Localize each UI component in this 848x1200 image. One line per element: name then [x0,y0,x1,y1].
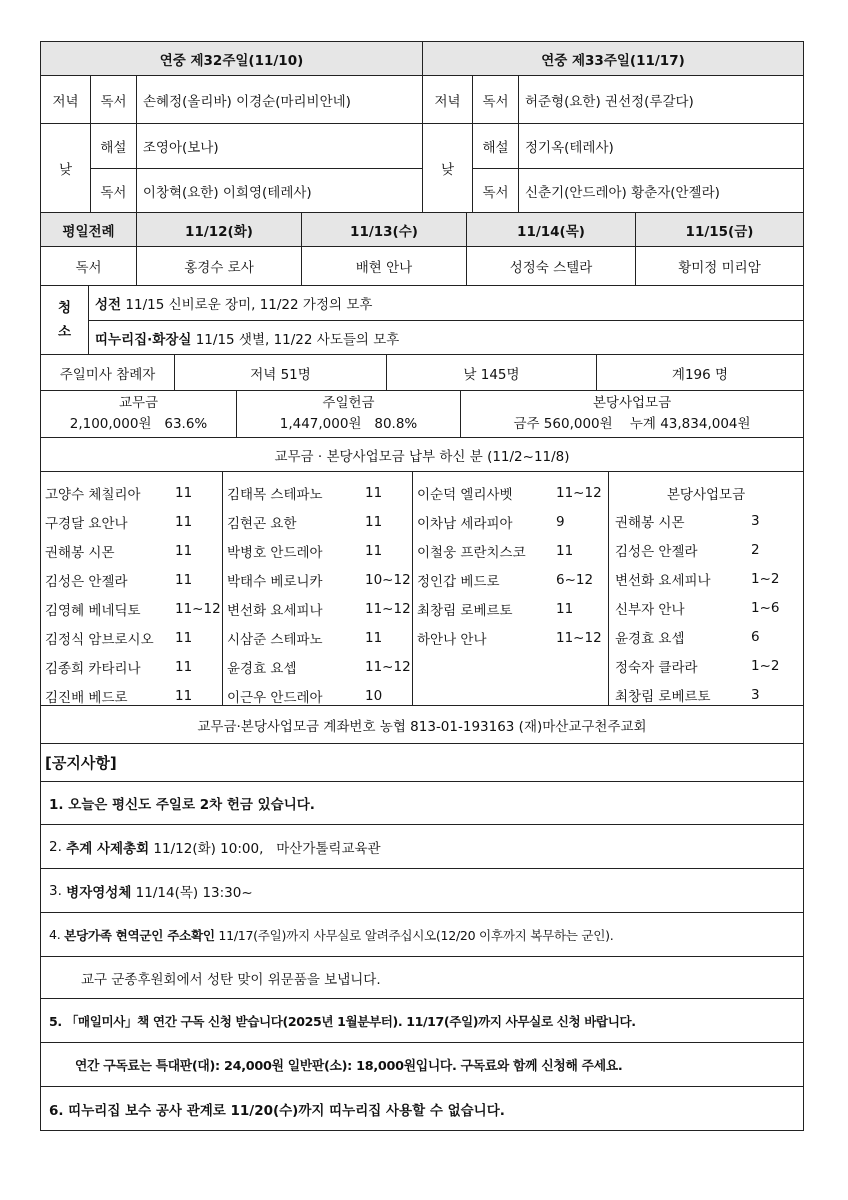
donor-entry [45,479,221,507]
finance-offering [237,391,461,437]
donor-entry [45,653,221,681]
cleaning-hall-text: 11/15 샛별, 11/22 사도들의 모후 [195,331,400,348]
donor-name: 김정식 암브로시오 [45,632,154,648]
donor-entry [615,507,801,535]
donor-name: 변선화 요세피나 [227,603,323,619]
donor-name: 박병호 안드레아 [227,545,323,561]
cleaning-content [89,286,803,354]
weekday-header-row [40,213,804,247]
sunday-header-row [40,41,804,76]
notice-5: 5. 「매일미사」책 연간 구독 신청 받습니다(2025년 1월분부터). 11/17(주일)까지 사무실로 신청 바랍니다. [49,1014,636,1029]
week33-day-reading: 신춘기(안드레아) 황춘자(안젤라) [525,184,720,201]
finance-row [40,391,804,438]
offering-label: 주일헌금 [322,395,375,411]
cleaning-label-1: 청 [57,300,72,316]
attendance-label: 주일미사 참례자 [41,355,175,390]
week32-day-commentary: 조영아(보나) [142,140,219,156]
donor-months: 11 [365,543,383,559]
cleaning-sanctuary [89,286,803,320]
week33-evening-label: 저녁 [423,76,473,123]
donor-months: 11 [556,543,574,559]
notice-5-row [40,999,804,1043]
donor-entry [417,624,607,652]
weekday-reader-row [40,247,804,286]
week33-evening-reading-label: 독서 [473,76,519,123]
donor-months: 1~2 [751,571,780,587]
donor-entry [45,595,221,623]
donor-name: 김영혜 베네딕토 [45,603,141,619]
donor-entry [615,652,801,680]
notice-4-detail: 11/17(주일)까지 사무실로 알려주십시오(12/20 이후까지 복무하는 군인). [214,928,614,943]
donor-name: 윤경효 요셉 [615,631,685,647]
notice-5-sub: 연간 구독료는 특대판(대): 24,000원 일반판(소): 18,000원입니다. 구독료와 함께 신청해 주세요. [75,1059,623,1074]
fund-value: 금주 560,000원 누계 43,834,004원 [513,416,751,432]
donor-entry [615,536,801,564]
donor-months: 11 [175,572,193,588]
account-number: 교무금·본당사업모금 계좌번호 농협 813-01-193163 (재)마산교구천주교회 [197,718,647,735]
week32-title: 연중 제32주일(11/10) [41,42,423,75]
donor-months: 6~12 [556,572,594,588]
evening-row [40,76,804,124]
donor-entry [417,537,607,565]
week33-commentary-label: 해설 [473,124,519,168]
donor-entry [45,682,221,705]
donor-name: 이순덕 엘리사벳 [417,487,513,503]
notice-4 [41,913,803,956]
notice-3 [41,869,803,912]
cleaning-label [41,286,89,354]
week32-evening-reading-label: 독서 [91,76,137,123]
notice-2-row [40,825,804,869]
donor-entry [615,681,801,705]
donors-title-row [40,438,804,472]
attendance-total: 계196 명 [671,366,729,383]
week33-day-reading-row [473,168,803,212]
weekday-label: 평일전례 [41,213,137,246]
donor-months: 11 [175,688,193,704]
donor-months: 11 [175,543,193,559]
donors-title: 교무금 · 본당사업모금 납부 하신 분 (11/2~11/8) [274,448,570,465]
donor-months: 11 [365,514,383,530]
donor-months: 11 [175,485,193,501]
donor-name: 최창림 로베르토 [417,603,513,619]
donors-col-2 [223,472,413,705]
donor-name: 신부자 안나 [615,602,685,618]
notice-2-number: 2. [49,838,67,855]
donor-name: 박태수 베로니카 [227,574,323,590]
donor-name: 김진배 베드로 [45,690,128,705]
notice-4-sub: 교구 군종후원회에서 성탄 맞이 위문품을 보냅니다. [81,971,381,988]
donor-entry [45,508,221,536]
fund-label: 본당사업모금 [592,395,672,411]
donor-name: 권해봉 시몬 [615,515,685,531]
week33-day-commentary: 정기옥(테레사) [525,140,614,156]
donor-name: 하안나 안나 [417,632,487,648]
donor-entry [417,479,607,507]
donor-entry [227,566,411,594]
donor-months: 10 [365,688,383,704]
notice-2-title: 추계 사제총회 [66,840,150,857]
donor-entry [227,682,411,705]
donor-name: 시삼준 스테파노 [227,632,323,648]
finance-fund [461,391,803,437]
donor-entry [227,508,411,536]
weekday-reader-3: 성정숙 스텔라 [467,247,636,285]
notice-3-number: 3. [49,882,67,899]
donor-entry [227,479,411,507]
donor-months: 11 [556,601,574,617]
donor-months: 11~12 [365,659,411,675]
donor-name: 김성은 안젤라 [615,544,698,560]
weekday-reader-2: 배현 안나 [302,247,467,285]
donor-entry [615,623,801,651]
donor-months: 1~2 [751,658,780,674]
weekday-date-3: 11/14(목) [467,213,636,246]
donors-col-4 [609,472,803,705]
donor-entry [227,624,411,652]
donor-name: 변선화 요세피나 [615,573,711,589]
cleaning-sanctuary-place: 성전 [95,297,122,313]
week32-day-reading-row [91,168,422,212]
notice-4-title: 본당가족 현역군인 주소확인 [64,928,215,943]
donor-entry [417,566,607,594]
donor-months: 2 [751,542,760,558]
week33-commentary-row [473,124,803,168]
fund-column-title: 본당사업모금 [666,487,746,503]
donor-months: 3 [751,687,760,703]
donor-months: 10~12 [365,572,411,588]
donors-col-3 [413,472,609,705]
cleaning-hall-place: 띠누리집·화장실 [95,331,192,348]
week33-evening-reading: 허준형(요한) 권선정(루갈다) [525,93,694,110]
finance-dues [41,391,237,437]
week33-title: 연중 제33주일(11/17) [423,42,803,75]
donor-name: 이근우 안드레아 [227,690,323,705]
donor-name: 정숙자 클라라 [615,660,698,676]
notice-3-detail: 11/14(목) 13:30~ [131,884,253,901]
notice-5-sub-row [40,1043,804,1087]
donor-name: 김성은 안젤라 [45,574,128,590]
donor-entry [45,566,221,594]
donor-months: 11 [175,659,193,675]
donor-months: 11~12 [175,601,221,617]
week33-day-block [473,124,803,212]
notice-2-detail: 11/12(화) 10:00, 마산가톨릭교육관 [149,840,381,857]
donor-entry [227,537,411,565]
notice-1-row [40,782,804,825]
week32-day-block [91,124,423,212]
donors-list [40,472,804,706]
notice-4-row [40,913,804,957]
weekday-reader-1: 홍경수 로사 [137,247,302,285]
donor-months: 6 [751,629,760,645]
donor-entry [227,595,411,623]
donor-months: 11 [365,630,383,646]
weekday-date-2: 11/13(수) [302,213,467,246]
attendance-row [40,355,804,391]
week32-day-label: 낮 [41,124,91,212]
week32-evening-reading: 손혜정(올리바) 이경순(마리비안네) [137,76,423,123]
donor-months: 11~12 [556,630,602,646]
day-row [40,124,804,213]
donor-months: 11 [365,485,383,501]
week33-day-reading-label: 독서 [473,169,519,212]
notices-title: [공지사항] [45,754,117,772]
attendance-evening: 저녁 51명 [175,355,387,390]
weekday-date-1: 11/12(화) [137,213,302,246]
donor-name: 최창림 로베르토 [615,689,711,705]
offering-value: 1,447,000원 80.8% [279,416,418,432]
donor-months: 11~12 [365,601,411,617]
notice-6: 6. 띠누리집 보수 공사 관계로 11/20(수)까지 띠누리집 사용할 수 없습니다. [49,1102,505,1119]
donor-months: 9 [556,514,565,530]
donor-name: 정인갑 베드로 [417,574,500,590]
dues-label: 교무금 [118,395,159,411]
donor-name: 윤경효 요셉 [227,661,297,677]
donor-entry [615,565,801,593]
week32-day-reading-label: 독서 [91,169,137,212]
notice-3-title: 병자영성체 [66,884,132,901]
bulletin-table [40,41,804,1131]
cleaning-label-2: 소 [57,324,72,340]
weekday-date-4: 11/15(금) [636,213,803,246]
donor-name: 김현곤 요한 [227,516,297,532]
donor-name: 김태목 스테파노 [227,487,323,503]
week32-evening-label: 저녁 [41,76,91,123]
week32-commentary-label: 해설 [91,124,137,168]
donor-entry [615,594,801,622]
week33-day-label: 낮 [423,124,473,212]
notice-title-row [40,744,804,782]
donor-entry [227,653,411,681]
notice-4-number: 4. [49,927,65,942]
donor-name: 고양수 체칠리아 [45,487,141,503]
donor-months: 3 [751,513,760,529]
cleaning-sanctuary-text: 11/15 신비로운 장미, 11/22 가정의 모후 [125,297,373,313]
cleaning-row [40,286,804,355]
week32-day-reading: 이창혁(요한) 이희영(테레사) [142,184,312,201]
notice-2 [41,825,803,868]
notice-3-row [40,869,804,913]
week32-commentary-row [91,124,422,168]
donor-entry [417,508,607,536]
donor-name: 이철웅 프란치스코 [417,545,526,561]
donor-entry [45,624,221,652]
donor-name: 이차남 세라피아 [417,516,513,532]
notice-1: 1. 오늘은 평신도 주일로 2차 헌금 있습니다. [49,797,315,813]
donor-entry [417,595,607,623]
donors-col-1 [41,472,223,705]
donor-name: 구경달 요안나 [45,516,128,532]
donor-entry [45,537,221,565]
notice-4-sub-row [40,957,804,999]
donor-months: 11 [175,630,193,646]
donor-months: 11 [175,514,193,530]
donor-months: 11~12 [556,485,602,501]
weekday-reader-4: 황미정 미리암 [678,260,761,276]
dues-value: 2,100,000원 63.6% [69,416,208,432]
cleaning-hall [89,320,803,354]
attendance-day: 낮 145명 [387,355,597,390]
donor-months: 1~6 [751,600,780,616]
account-row [40,706,804,744]
notice-6-row [40,1087,804,1131]
weekday-reading-label: 독서 [41,247,137,285]
donor-name: 권해봉 시몬 [45,545,115,561]
donor-name: 김종희 카타리나 [45,661,141,677]
